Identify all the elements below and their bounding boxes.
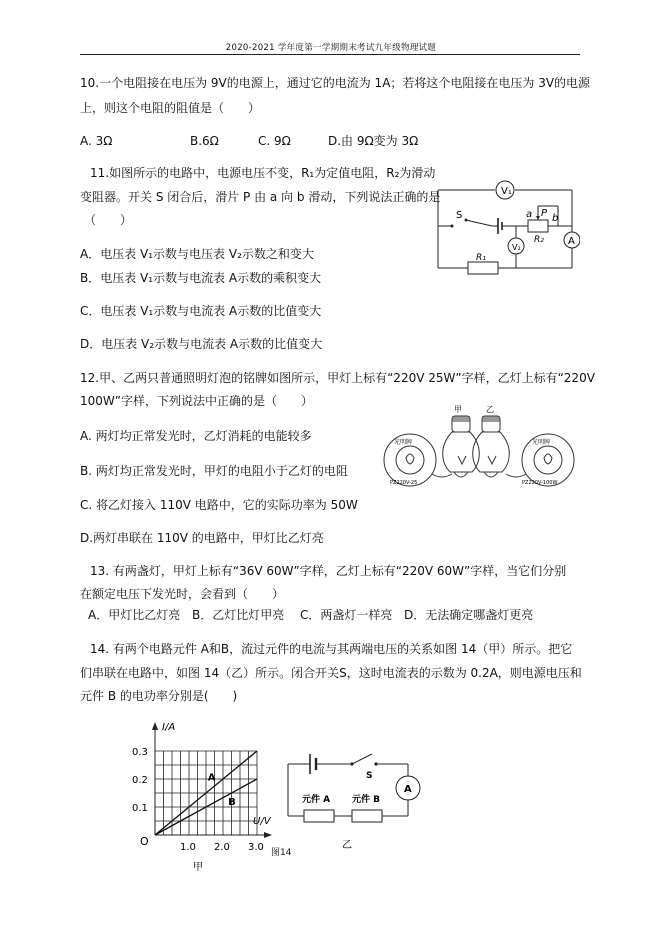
y-tick-label: 0.1 [132,803,148,814]
q13-option-c: C．两盏灯一样亮 [300,608,393,622]
q10-line2: 上，则这个电阻的阻值是（ ） [80,101,261,115]
q11-v1-label: V₁ [501,186,512,197]
q12-option-a: A. 两灯均正常发光时，乙灯消耗的电能较多 [80,429,312,443]
q11-line2: 变阻器。开关 S 闭合后，滑片 P 由 a 向 b 滑动，下列说法正确的是 [80,190,441,204]
q10-line1: 10.一个电阻接在电压为 9V的电源上，通过它的电流为 1A；若将这个电阻接在电压为 3V的电源 [80,76,591,90]
q12-line2: 100W”字样，下列说法中正确的是（ ） [80,394,313,408]
q11-b-label: b [552,213,559,224]
q12-jia-label: 甲 [454,405,462,414]
x-tick-label: 2.0 [214,842,230,853]
q12-yi-label: 乙 [486,405,494,414]
q14-ammeter-label: A [404,784,412,795]
q11-option-c: C．电压表 V₁示数与电流表 A示数的比值变大 [80,304,322,318]
header-rule [80,54,580,55]
q13-option-d: D．无法确定哪盏灯更亮 [404,608,534,622]
q14-yi-caption: 乙 [342,840,352,851]
q14-line1: 14. 有两个电路元件 A和B，流过元件的电流与其两端电压的关系如图 14（甲）所示。把它 [90,642,573,656]
q10-option-a: A. 3Ω [80,134,113,148]
q14-element-b-label: 元件 B [352,795,380,805]
q12-bulbs-figure [380,402,580,494]
q14-iu-chart [120,712,280,872]
q13-line2: 在额定电压下发光时，会看到（ ） [80,587,285,601]
q12-right-spec: PZ220V-100W [522,480,558,486]
q13-line1: 13. 有两盏灯，甲灯上标有“36V 60W”字样，乙灯上标有“220V 60W”字样，当它们分别 [90,564,567,578]
q14-line2: 们串联在电路中，如图 14（乙）所示。闭合开关S，这时电流表的示数为 0.2A，则电源电压和 [80,666,582,680]
q11-r2-label: R₂ [534,235,544,245]
x-tick-label: 3.0 [248,842,264,853]
q13-option-a: A．甲灯比乙灯亮 [88,608,181,622]
x-tick-label: 1.0 [180,842,196,853]
y-axis-label: I/A [162,722,176,733]
q11-a-label: a [526,209,533,220]
x-axis-label: U/V [253,816,271,827]
q12-left-spec: PZ220V-25 [390,480,418,486]
q14-switch-label: S [366,771,373,781]
q11-circuit-diagram [430,176,580,276]
q14-circuit-diagram [280,738,440,858]
q11-line3: （ ） [84,213,133,227]
q11-switch-label: S [456,210,463,221]
q12-line1: 12.甲、乙两只普通照明灯泡的铭牌如图所示，甲灯上标有“220V 25W”字样，乙灯上标有“220V [80,371,595,385]
y-tick-label: 0.3 [132,747,148,758]
q13-option-b: B．乙灯比灯甲亮 [192,608,285,622]
q10-option-d: D.由 9Ω变为 3Ω [328,134,419,148]
q14-fig-label: 图14 [271,848,292,858]
q12-option-c: C. 将乙灯接入 110V 电路中，它的实际功率为 50W [80,498,358,512]
q12-option-d: D.两灯串联在 110V 的电路中，甲灯比乙灯亮 [80,531,324,545]
q11-option-b: B．电压表 V₁示数与电流表 A示数的乘积变大 [80,271,322,285]
q14-jia-caption: 甲 [193,862,203,872]
q12-left-brand: 光明牌 [394,439,413,446]
q14-line3: 元件 B 的电功率分别是( ) [80,689,238,703]
q11-line1: 11.如图所示的电路中，电源电压不变，R₁为定值电阻，R₂为滑动 [90,166,436,180]
q11-v2-label: V₂ [512,243,521,252]
q11-option-a: A．电压表 V₁示数与电压表 V₂示数之和变大 [80,247,314,261]
origin-label: O [140,835,149,848]
q12-right-brand: 光明牌 [532,439,551,446]
q10-option-b: B.6Ω [190,134,219,148]
series-label-a: A [207,772,216,784]
q11-p-label: P [541,208,548,219]
q14-element-a-label: 元件 A [302,795,331,805]
q12-option-b: B. 两灯均正常发光时，甲灯的电阻小于乙灯的电阻 [80,464,348,478]
page-header: 2020-2021 学年度第一学期期末考试九年级物理试题 [225,43,437,53]
q11-option-d: D．电压表 V₂示数与电流表 A示数的比值变大 [80,337,323,351]
series-label-b: B [228,797,236,809]
q10-option-c: C. 9Ω [258,134,291,148]
q11-r1-label: R₁ [476,253,486,263]
y-tick-label: 0.2 [132,775,148,786]
q11-ammeter-label: A [568,236,575,247]
